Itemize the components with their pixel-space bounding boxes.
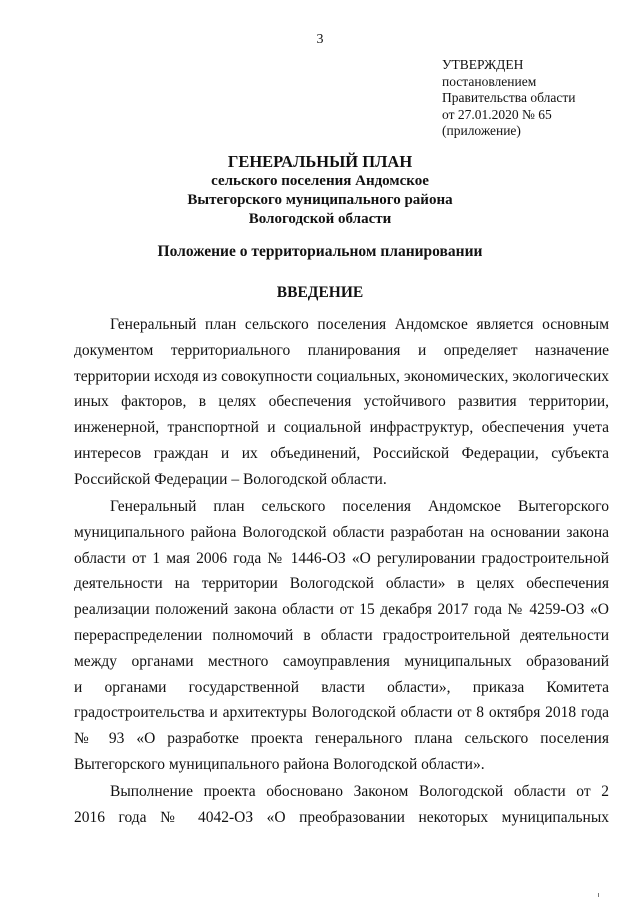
approval-line: от 27.01.2020 № 65: [442, 106, 552, 122]
document-title: [0, 152, 640, 229]
paragraph-1: [74, 312, 609, 493]
approval-line: (приложение): [442, 123, 521, 138]
intro-heading: ВВЕДЕНИЕ: [276, 284, 364, 301]
text-line: № 93 «О разработке проекта генерального плана сельского поселения: [74, 730, 609, 748]
text-line: муниципального района Вологодской области разработан на основании закона: [74, 523, 609, 541]
title-line: ГЕНЕРАЛЬНЫЙ ПЛАН: [227, 152, 413, 171]
approval-line: УТВЕРЖДЕН: [442, 57, 524, 72]
title-line: сельского поселения Андомское: [211, 173, 429, 189]
text-line: Российской Федерации – Вологодской области.: [74, 470, 387, 488]
text-line: области от 1 мая 2006 года № 1446-ОЗ «О регулировании градостроительной: [74, 549, 609, 567]
title-line: Вологодской области: [248, 211, 392, 227]
text-line: Генеральный план сельского поселения Андомское является основным: [110, 316, 609, 333]
text-line: иных факторов, в целях обеспечения устойчивого развития территории,: [74, 393, 609, 411]
text-line: Генеральный план сельского поселения Андомское Вытегорского: [110, 498, 609, 515]
approval-stamp: [442, 57, 575, 140]
text-line: Вытегорского муниципального района Вологодской области».: [74, 755, 485, 773]
approval-line: постановлением: [442, 73, 537, 89]
title-line: Вытегорского муниципального района: [187, 192, 453, 208]
text-line: и органами государственной власти области», приказа Комитета: [74, 678, 609, 696]
text-line: Выполнение проекта обосновано Законом Вологодской области от 2: [110, 783, 609, 800]
text-line: территории исходя из совокупности социальных, экономических, экологических: [74, 367, 609, 385]
text-line: инженерной, транспортной и социальной инфраструктур, обеспечения учета: [74, 419, 609, 437]
section-title: Положение о территориальном планировании: [157, 243, 483, 260]
paragraph-2: [74, 494, 609, 778]
text-line: между органами местного самоуправления муниципальных образований: [74, 652, 609, 670]
page-number: 3: [316, 32, 324, 47]
text-line: перераспределении полномочий в области градостроительной деятельности: [74, 626, 609, 644]
text-line: интересов граждан и их объединений, Российской Федерации, субъекта: [74, 444, 609, 462]
text-line: градостроительства и архитектуры Вологодской области от 8 октября 2018 года: [74, 704, 609, 722]
text-line: 2016 года № 4042-ОЗ «О преобразовании некоторых муниципальных: [74, 808, 609, 826]
approval-line: Правительства области: [442, 90, 576, 105]
paragraph-3: [74, 779, 609, 831]
scan-mark: [598, 893, 599, 897]
text-line: реализации положений закона области от 15 декабря 2017 года № 4259-ОЗ «О: [74, 601, 609, 619]
text-line: документом территориального планирования и определяет назначение: [74, 341, 609, 359]
text-line: деятельности на территории Вологодской области» в целях обеспечения: [74, 575, 609, 593]
